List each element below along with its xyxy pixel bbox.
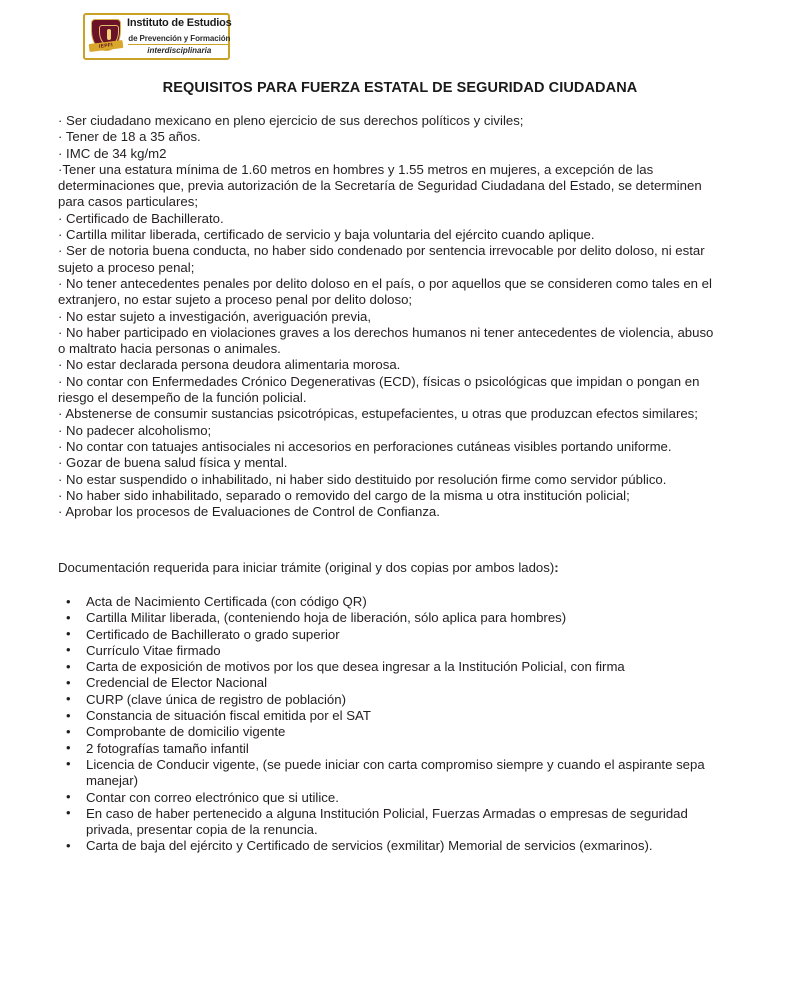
requirement-line: · No padecer alcoholismo; [58, 422, 212, 438]
list-item: • En caso de haber pertenecido a alguna Institución Policial, Fuerzas Armadas o empresas de seguridad privada, presentar copia de la renuncia. [58, 806, 720, 839]
requirement-line: · No contar con tatuajes antisociales ni accesorios en perforaciones cutáneas visibles portando uniforme. [58, 438, 672, 454]
logo-line-3: interdisciplinaria [147, 46, 212, 55]
institution-logo [83, 13, 230, 60]
requirement-line: · No contar con Enfermedades Crónico Degenerativas (ECD), físicas o psicológicas que impidan o pongan en riesgo el desempeño de la función policial. [58, 373, 700, 406]
requirement-line: · No estar sujeto a investigación, averiguación previa, [58, 308, 372, 324]
list-item: • 2 fotografías tamaño infantil [58, 741, 720, 757]
logo-text-block [127, 18, 232, 55]
logo-box [83, 13, 230, 60]
list-item: • Cartilla Militar liberada, (conteniendo hoja de liberación, sólo aplica para hombres) [58, 610, 720, 626]
list-item: • Acta de Nacimiento Certificada (con código QR) [58, 594, 720, 610]
list-item: • Carta de baja del ejército y Certificado de servicios (exmilitar) Memorial de servicios (exmarinos). [58, 838, 720, 854]
requirement-line: · No estar suspendido o inhabilitado, ni haber sido destituido por resolución firme como servidor público. [58, 471, 667, 487]
requirement-line: · No haber participado en violaciones graves a los derechos humanos ni tener antecedentes de violencia, abuso o maltrato hacia personas o animales. [58, 324, 714, 357]
list-item: • Constancia de situación fiscal emitida por el SAT [58, 708, 720, 724]
list-item: • Carta de exposición de motivos por los que desea ingresar a la Institución Policial, con firma [58, 659, 720, 675]
logo-line-1: Instituto de Estudios [127, 17, 232, 29]
documentation-intro-text: Documentación requerida para iniciar trámite (original y dos copias por ambos lados) [58, 560, 555, 575]
requirement-line: · No estar declarada persona deudora alimentaria morosa. [58, 357, 401, 373]
documentation-list [58, 594, 720, 855]
requirement-line: · Certificado de Bachillerato. [58, 210, 224, 226]
page-title: REQUISITOS PARA FUERZA ESTATAL DE SEGURIDAD CIUDADANA [162, 80, 638, 96]
list-item: • Currículo Vitae firmado [58, 643, 720, 659]
crest-banner-label: IEPFI [98, 41, 114, 50]
list-item: • Contar con correo electrónico que si utilice. [58, 790, 720, 806]
requirement-line: · Cartilla militar liberada, certificado de servicio y baja voluntaria del ejército cuando aplique. [58, 227, 595, 243]
requirement-line: · No tener antecedentes penales por delito doloso en el país, o por aquellos que se consideren como tales en el extranjero, no estar sujeto a proceso penal por delito doloso; [58, 275, 712, 308]
requirements-list [58, 113, 718, 520]
shield-crest-icon [89, 18, 123, 56]
documentation-intro [58, 560, 718, 576]
requirement-line: · Ser ciudadano mexicano en pleno ejercicio de sus derechos políticos y civiles; [58, 113, 524, 128]
list-item: • CURP (clave única de registro de población) [58, 692, 720, 708]
documentation-intro-colon: : [554, 560, 559, 575]
requirement-line: · IMC de 34 kg/m2 [58, 145, 167, 161]
logo-line-2: de Prevención y Formación [128, 34, 231, 43]
requirement-line: · Tener de 18 a 35 años. [58, 129, 201, 145]
requirement-line: · Abstenerse de consumir sustancias psicotrópicas, estupefacientes, u otras que produzcan efectos similares; [58, 406, 698, 422]
requirement-line: · Aprobar los procesos de Evaluaciones de Control de Confianza. [58, 504, 440, 520]
list-item: • Certificado de Bachillerato o grado superior [58, 627, 720, 643]
torch-icon [107, 29, 111, 40]
list-item: • Comprobante de domicilio vigente [58, 724, 720, 740]
requirement-line: · No haber sido inhabilitado, separado o removido del cargo de la misma u otra institución policial; [58, 487, 630, 503]
list-item: • Licencia de Conducir vigente, (se puede iniciar con carta compromiso siempre y cuando el aspirante sepa manejar) [58, 757, 720, 790]
requirement-line: ·Tener una estatura mínima de 1.60 metros en hombres y 1.55 metros en mujeres, a excepción de las determinaciones que, previa autorización de la Secretaría de Seguridad Ciudadana del Estado, se determinen para casos particulares; [58, 161, 702, 210]
list-item: • Credencial de Elector Nacional [58, 675, 720, 691]
requirement-line: · Ser de notoria buena conducta, no haber sido condenado por sentencia irrevocable por delito doloso, ni estar sujeto a proceso penal; [58, 243, 705, 275]
requirement-line: · Gozar de buena salud física y mental. [58, 455, 288, 471]
